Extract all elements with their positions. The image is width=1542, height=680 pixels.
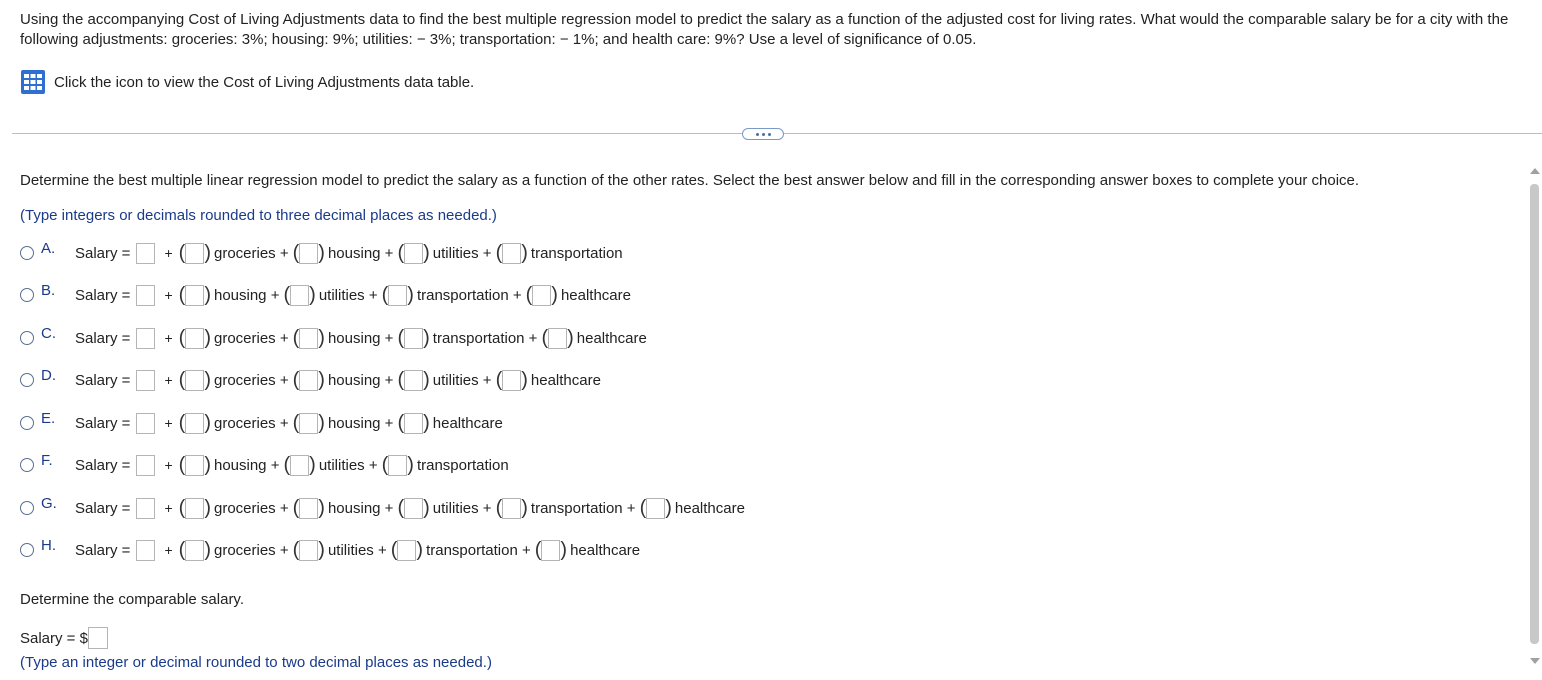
intercept-input[interactable] <box>136 540 155 561</box>
instructions: Determine the best multiple linear regression model to predict the salary as a function of the other rates. Select the best answer below and fill in the corresponding answer boxes to complete your choice. <box>20 172 1360 189</box>
coefficient-input[interactable] <box>185 540 204 561</box>
coefficient-input[interactable] <box>404 328 423 349</box>
variable-label: groceries + <box>213 244 289 262</box>
open-paren: ( <box>283 454 291 476</box>
variable-label: transportation + <box>530 499 636 517</box>
coefficient-term <box>293 242 398 264</box>
close-paren: ) <box>665 497 672 519</box>
option-radio[interactable] <box>20 288 34 302</box>
coefficient-input[interactable] <box>185 370 204 391</box>
close-paren: ) <box>318 327 325 349</box>
open-paren: ( <box>283 284 291 306</box>
plus-sign: + <box>164 500 173 516</box>
coefficient-input[interactable] <box>388 285 407 306</box>
variable-label: transportation + <box>426 541 531 559</box>
variable-label: transportation <box>416 456 509 474</box>
close-paren: ) <box>423 242 430 264</box>
close-paren: ) <box>407 284 414 306</box>
option-radio[interactable] <box>20 331 34 345</box>
plus-sign: + <box>164 415 173 431</box>
intercept-input[interactable] <box>136 328 155 349</box>
coefficient-term <box>397 497 495 519</box>
open-paren: ( <box>390 539 398 561</box>
coefficient-input[interactable] <box>548 328 567 349</box>
coefficient-input[interactable] <box>185 285 204 306</box>
close-paren: ) <box>416 539 424 561</box>
variable-label: healthcare <box>530 371 601 389</box>
equation-lhs: Salary = <box>75 499 131 517</box>
variable-label: healthcare <box>570 541 641 559</box>
coefficient-term <box>496 369 605 391</box>
coefficient-term <box>179 369 293 391</box>
coefficient-input[interactable] <box>290 455 309 476</box>
coefficient-input[interactable] <box>502 498 521 519</box>
coefficient-input[interactable] <box>299 413 318 434</box>
open-paren: ( <box>292 369 300 391</box>
option-row[interactable] <box>20 282 635 308</box>
rounding-hint: (Type integers or decimals rounded to three decimal places as needed.) <box>20 207 497 224</box>
variable-label: housing + <box>327 244 394 262</box>
coefficient-term <box>535 539 644 561</box>
close-paren: ) <box>204 369 211 391</box>
ellipsis-icon <box>756 133 759 136</box>
coefficient-term <box>640 497 749 519</box>
close-paren: ) <box>318 497 325 519</box>
coefficient-term <box>397 412 506 434</box>
expand-more-button[interactable] <box>742 128 784 140</box>
option-letter[interactable]: D. <box>41 366 56 384</box>
variable-label: housing + <box>327 371 394 389</box>
close-paren: ) <box>318 369 325 391</box>
intercept-input[interactable] <box>136 370 155 391</box>
variable-label: groceries + <box>213 499 289 517</box>
coefficient-input[interactable] <box>502 243 521 264</box>
equation-lhs: Salary = <box>75 414 131 432</box>
coefficient-input[interactable] <box>185 413 204 434</box>
salary-input[interactable] <box>88 627 108 649</box>
open-paren: ( <box>534 539 542 561</box>
coefficient-term <box>293 497 398 519</box>
coefficient-term <box>293 539 391 561</box>
close-paren: ) <box>521 497 528 519</box>
coefficient-input[interactable] <box>404 243 423 264</box>
coefficient-term <box>293 369 398 391</box>
variable-label: transportation <box>530 244 623 262</box>
coefficient-input[interactable] <box>404 413 423 434</box>
coefficient-input[interactable] <box>185 498 204 519</box>
salary-rounding-hint: (Type an integer or decimal rounded to two decimal places as needed.) <box>20 654 492 671</box>
coefficient-input[interactable] <box>185 455 204 476</box>
coefficient-input[interactable] <box>299 328 318 349</box>
coefficient-term <box>179 242 293 264</box>
variable-label: utilities + <box>318 286 378 304</box>
coefficient-term <box>382 454 513 476</box>
coefficient-input[interactable] <box>299 540 318 561</box>
plus-sign: + <box>164 245 173 261</box>
coefficient-input[interactable] <box>290 285 309 306</box>
open-paren: ( <box>381 454 389 476</box>
open-paren: ( <box>541 327 549 349</box>
option-letter[interactable]: B. <box>41 281 56 299</box>
intercept-input[interactable] <box>136 243 155 264</box>
close-paren: ) <box>407 454 414 476</box>
close-paren: ) <box>423 369 430 391</box>
open-paren: ( <box>292 497 300 519</box>
variable-label: housing + <box>327 414 394 432</box>
open-paren: ( <box>292 327 300 349</box>
open-paren: ( <box>525 284 533 306</box>
coefficient-term <box>293 327 398 349</box>
variable-label: transportation + <box>432 329 538 347</box>
open-paren: ( <box>292 412 300 434</box>
open-paren: ( <box>292 539 300 561</box>
close-paren: ) <box>551 284 558 306</box>
variable-label: groceries + <box>213 414 289 432</box>
intercept-input[interactable] <box>136 455 155 476</box>
plus-sign: + <box>164 372 173 388</box>
coefficient-input[interactable] <box>502 370 521 391</box>
open-paren: ( <box>178 369 186 391</box>
variable-label: groceries + <box>213 329 289 347</box>
coefficient-input[interactable] <box>185 243 204 264</box>
open-paren: ( <box>178 497 186 519</box>
vertical-scrollbar[interactable] <box>1528 160 1542 672</box>
coefficient-input[interactable] <box>404 370 423 391</box>
equation-lhs: Salary = <box>75 371 131 389</box>
coefficient-term <box>526 284 635 306</box>
scroll-down-arrow-icon[interactable] <box>1530 658 1540 664</box>
coefficient-term <box>391 539 535 561</box>
close-paren: ) <box>423 412 430 434</box>
close-paren: ) <box>204 242 211 264</box>
table-grid-icon[interactable] <box>20 69 46 95</box>
coefficient-term <box>541 327 650 349</box>
close-paren: ) <box>318 539 325 561</box>
coefficient-term <box>179 284 284 306</box>
variable-label: groceries + <box>213 541 289 559</box>
coefficient-term <box>382 284 526 306</box>
open-paren: ( <box>178 327 186 349</box>
variable-label: healthcare <box>432 414 503 432</box>
option-row[interactable] <box>20 367 605 393</box>
coefficient-input[interactable] <box>397 540 416 561</box>
coefficient-input[interactable] <box>532 285 551 306</box>
variable-label: utilities + <box>432 244 492 262</box>
open-paren: ( <box>397 369 405 391</box>
scroll-thumb[interactable] <box>1530 184 1539 644</box>
option-row[interactable] <box>20 240 627 266</box>
coefficient-term <box>496 497 640 519</box>
open-paren: ( <box>178 242 186 264</box>
coefficient-input[interactable] <box>541 540 560 561</box>
coefficient-input[interactable] <box>185 328 204 349</box>
plus-sign: + <box>164 330 173 346</box>
close-paren: ) <box>204 412 211 434</box>
option-letter[interactable]: C. <box>41 324 56 342</box>
coefficient-term <box>293 412 398 434</box>
intercept-input[interactable] <box>136 285 155 306</box>
variable-label: utilities + <box>318 456 378 474</box>
variable-label: groceries + <box>213 371 289 389</box>
variable-label: utilities + <box>432 499 492 517</box>
close-paren: ) <box>204 454 211 476</box>
question-text: Using the accompanying Cost of Living Adjustments data to find the best multiple regression model to predict the salary as a function of the adjusted cost for living rates. What would the comparable salary be for a city with the following adjustments: groceries: 3%; housing: 9%; utilities: − 3%; transportation: − 1%; and health care: 9%? Use a level of significance of 0.05. <box>20 11 1509 48</box>
close-paren: ) <box>560 539 568 561</box>
open-paren: ( <box>178 284 186 306</box>
close-paren: ) <box>309 284 316 306</box>
intercept-input[interactable] <box>136 413 155 434</box>
coefficient-term <box>179 327 293 349</box>
option-radio[interactable] <box>20 416 34 430</box>
open-paren: ( <box>178 454 186 476</box>
open-paren: ( <box>381 284 389 306</box>
open-paren: ( <box>292 242 300 264</box>
option-radio[interactable] <box>20 501 34 515</box>
option-row[interactable] <box>20 325 651 351</box>
option-letter[interactable]: H. <box>41 536 56 554</box>
option-letter[interactable]: G. <box>41 494 57 512</box>
coefficient-term <box>496 242 627 264</box>
coefficient-term <box>397 369 495 391</box>
coefficient-input[interactable] <box>404 498 423 519</box>
coefficient-term <box>179 454 284 476</box>
coefficient-input[interactable] <box>299 498 318 519</box>
close-paren: ) <box>521 242 528 264</box>
close-paren: ) <box>204 327 211 349</box>
close-paren: ) <box>318 242 325 264</box>
data-table-link[interactable] <box>20 68 474 96</box>
equation-lhs: Salary = <box>75 541 131 559</box>
option-radio[interactable] <box>20 458 34 472</box>
coefficient-input[interactable] <box>646 498 665 519</box>
variable-label: healthcare <box>674 499 745 517</box>
plus-sign: + <box>164 457 173 473</box>
open-paren: ( <box>495 369 503 391</box>
option-letter[interactable]: A. <box>41 239 56 257</box>
coefficient-input[interactable] <box>388 455 407 476</box>
determine-salary-prompt: Determine the comparable salary. <box>20 591 244 608</box>
variable-label: healthcare <box>576 329 647 347</box>
variable-label: utilities + <box>327 541 387 559</box>
coefficient-term <box>179 497 293 519</box>
variable-label: housing + <box>213 286 280 304</box>
open-paren: ( <box>495 242 503 264</box>
variable-label: transportation + <box>416 286 522 304</box>
close-paren: ) <box>423 497 430 519</box>
close-paren: ) <box>423 327 430 349</box>
salary-label: Salary = $ <box>20 629 88 647</box>
coefficient-term <box>283 284 381 306</box>
close-paren: ) <box>309 454 316 476</box>
equation-lhs: Salary = <box>75 244 131 262</box>
variable-label: utilities + <box>432 371 492 389</box>
option-row[interactable] <box>20 410 507 436</box>
option-row[interactable] <box>20 495 749 521</box>
plus-sign: + <box>164 287 173 303</box>
open-paren: ( <box>639 497 647 519</box>
option-letter[interactable]: F. <box>41 451 53 469</box>
variable-label: housing + <box>327 499 394 517</box>
equation-lhs: Salary = <box>75 286 131 304</box>
plus-sign: + <box>164 542 173 558</box>
variable-label: housing + <box>327 329 394 347</box>
close-paren: ) <box>204 284 211 306</box>
option-radio[interactable] <box>20 373 34 387</box>
coefficient-term <box>397 242 495 264</box>
close-paren: ) <box>567 327 574 349</box>
intercept-input[interactable] <box>136 498 155 519</box>
option-radio[interactable] <box>20 543 34 557</box>
open-paren: ( <box>178 412 186 434</box>
open-paren: ( <box>495 497 503 519</box>
open-paren: ( <box>397 497 405 519</box>
coefficient-input[interactable] <box>299 370 318 391</box>
coefficient-term <box>179 412 293 434</box>
salary-answer-line <box>20 626 108 650</box>
coefficient-input[interactable] <box>299 243 318 264</box>
close-paren: ) <box>204 539 211 561</box>
open-paren: ( <box>397 412 405 434</box>
open-paren: ( <box>178 539 186 561</box>
data-table-link-label[interactable]: Click the icon to view the Cost of Living Adjustments data table. <box>54 73 475 91</box>
scroll-up-arrow-icon[interactable] <box>1530 168 1540 174</box>
close-paren: ) <box>204 497 211 519</box>
coefficient-term <box>397 327 541 349</box>
equation-lhs: Salary = <box>75 329 131 347</box>
variable-label: healthcare <box>560 286 631 304</box>
equation-lhs: Salary = <box>75 456 131 474</box>
option-radio[interactable] <box>20 246 34 260</box>
coefficient-term <box>179 539 293 561</box>
option-row[interactable] <box>20 537 644 563</box>
open-paren: ( <box>397 242 405 264</box>
coefficient-term <box>283 454 381 476</box>
option-row[interactable] <box>20 452 513 478</box>
open-paren: ( <box>397 327 405 349</box>
close-paren: ) <box>318 412 325 434</box>
close-paren: ) <box>521 369 528 391</box>
option-letter[interactable]: E. <box>41 409 56 427</box>
variable-label: housing + <box>213 456 280 474</box>
